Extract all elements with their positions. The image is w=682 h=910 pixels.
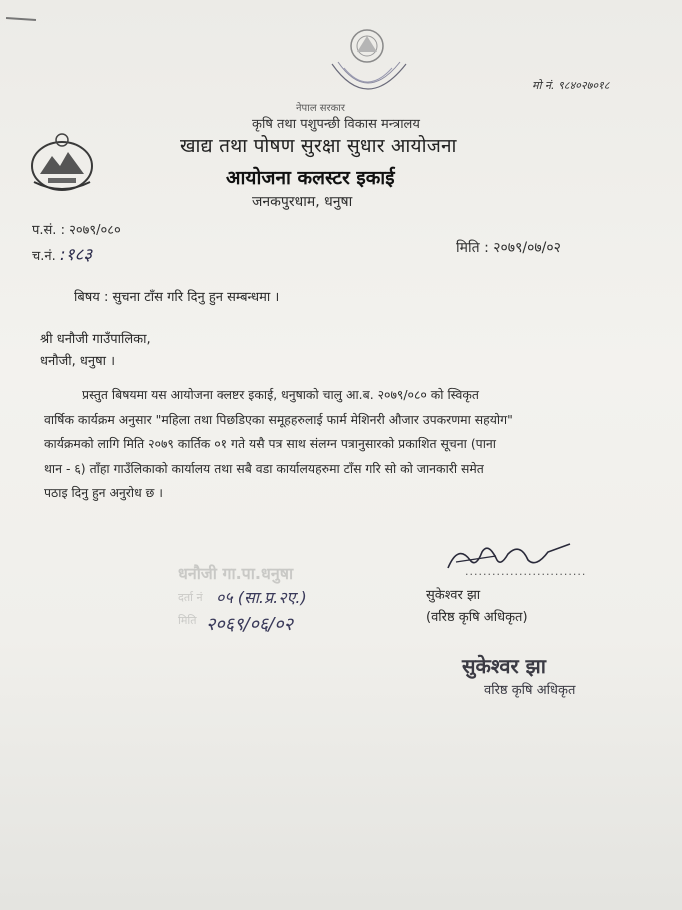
handwritten-date: २०६९/०६/०२ (206, 614, 294, 635)
dispatch-number (32, 242, 92, 265)
signer-designation: (वरिष्ठ कृषि अधिकृत) (426, 610, 528, 625)
body-line: पठाइ दिनु हुन अनुरोध छ । (44, 485, 163, 500)
project-name: खाद्य तथा पोषण सुरक्षा सुधार आयोजना (180, 135, 457, 157)
cn-label: च.नं. (32, 249, 56, 264)
name-stamp: सुकेश्वर झा (462, 654, 546, 678)
unit-name: आयोजना कलस्टर इकाई (226, 167, 395, 189)
body-line: थान - ६) ताँहा गाउँलिकाको कार्यालय तथा सबै वडा कार्यालयहरुमा टाँस गरि सो को जानकारी समेत (44, 460, 484, 476)
body-line: वार्षिक कार्यक्रम अनुसार "महिला तथा पिछडिएका समूहहरुलाई फार्म मेशिनरी औजार उपकरणमा सहयोग" (44, 411, 513, 427)
handwritten-registration: ०५ (सा.प्र.२ए.) (216, 588, 307, 607)
name-stamp-designation: वरिष्ठ कृषि अधिकृत (484, 683, 576, 698)
pen-mark (6, 17, 36, 21)
ministry-name: कृषि तथा पशुपन्छी विकास मन्त्रालय (252, 117, 420, 132)
nepal-emblem-icon (26, 130, 98, 196)
recipient-line-2: धनौजी, धनुषा । (40, 354, 116, 369)
signer-name: सुकेश्वर झा (426, 588, 481, 603)
received-stamp-reg: दर्ता नं (178, 591, 203, 604)
cn-value: :१८३ (59, 245, 93, 265)
ps-value: : २०७९/०८० (60, 223, 121, 238)
received-stamp-title: धनौजी गा.पा.धनुषा (178, 564, 294, 583)
letter-body (44, 383, 640, 506)
letter-subject: बिषय : सुचना टाँस गरि दिनु हुन सम्बन्धमा । (74, 290, 280, 305)
letter-date (456, 238, 561, 257)
date-label: मिति (456, 240, 480, 256)
recipient-line-1: श्री धनौजी गाउँपालिका, (40, 332, 151, 347)
signature-line: ........................... (465, 565, 587, 578)
body-line: कार्यक्रमको लागि मिति २०७९ कार्तिक ०१ गते यसै पत्र साथ संलग्न पत्रानुसारको प्रकाशित सूचना (पाना (44, 436, 496, 451)
letter-reference-number (32, 220, 121, 238)
government-seal-icon (322, 24, 412, 104)
date-value: : २०७९/०७/०२ (484, 240, 561, 256)
seal-caption: नेपाल सरकार (296, 103, 345, 114)
ps-label: प.सं. (32, 223, 57, 238)
mobile-number: मो नं. ९८४०२७०१८ (532, 79, 610, 92)
received-stamp-date: मिति (178, 614, 197, 627)
office-address: जनकपुरधाम, धनुषा (252, 194, 353, 210)
body-line: प्रस्तुत बिषयमा यस आयोजना क्लष्टर इकाई, धनुषाको चालु आ.ब. २०७९/०८० को स्विकृत (82, 387, 479, 402)
